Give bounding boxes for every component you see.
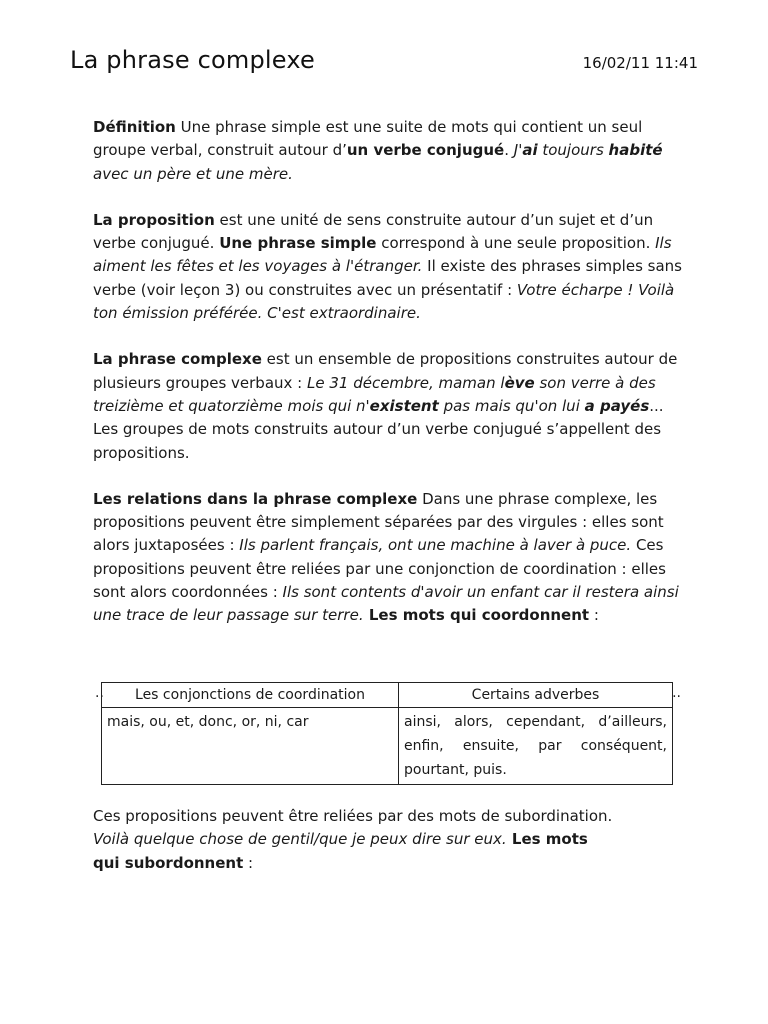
- table-cell: ainsi, alors, cependant, d’ailleurs, enfin, ensuite, par conséquent, pourtant, puis.: [399, 708, 673, 785]
- proposition-example-2: Votre écharpe ! Voilà ton émission préférée. C'est extraordinaire.: [93, 280, 675, 323]
- table-header-cell: Les conjonctions de coordination: [102, 683, 399, 708]
- relations-strong: Les mots qui coordonnent: [363, 606, 590, 625]
- coordination-table: [101, 682, 673, 785]
- table-row: [102, 708, 673, 785]
- table-header-row: [102, 683, 673, 708]
- subordination-text-2: :: [243, 853, 254, 872]
- example-part: J': [513, 141, 523, 160]
- table-cell: mais, ou, et, donc, or, ni, car: [102, 708, 399, 785]
- relations-example-2: Ils sont contents d'avoir un enfant car il restera ainsi une trace de leur passage sur terre.: [93, 583, 679, 625]
- relations-text-3: :: [589, 606, 599, 625]
- complexe-term: La phrase complexe: [93, 350, 262, 369]
- table-header-cell: Certains adverbes: [399, 683, 673, 708]
- relations-example: Ils parlent français, ont une machine à laver à puce.: [239, 536, 632, 555]
- proposition-text: est une unité de sens construite autour d’un sujet et d’un verbe conjugué.: [93, 210, 654, 253]
- example-part: toujours: [537, 141, 609, 160]
- example-part: son verre à des treizième et quatorzième mois qui n': [93, 373, 656, 415]
- table-dots-left: ..: [95, 685, 104, 701]
- definition-text-2: .: [504, 141, 514, 160]
- complexe-text-2: ... Les groupes de mots construits autour d’un verbe conjugué s’appellent des propositions.: [93, 396, 664, 462]
- definition-paragraph: [93, 116, 688, 186]
- relations-term: Les relations dans la phrase complexe: [93, 489, 418, 508]
- subordination-text: Ces propositions peuvent être reliées par des mots de subordination.: [93, 807, 613, 825]
- definition-strong: un verbe conjugué: [346, 141, 505, 160]
- complexe-text: est un ensemble de propositions construites autour de plusieurs groupes verbaux :: [93, 350, 678, 392]
- page-datetime: 16/02/11 11:41: [582, 54, 698, 72]
- table-dots-right: ..: [672, 685, 681, 701]
- coordination-table-wrapper: [95, 682, 681, 785]
- example-part: avec un père et une mère.: [93, 164, 293, 183]
- relations-paragraph: [93, 488, 688, 628]
- relations-text-2: Ces propositions peuvent être reliées par une conjonction de coordination : elles sont alors coordonnées :: [93, 536, 666, 602]
- example-part: pas mais qu'on lui: [438, 396, 585, 415]
- proposition-paragraph: [93, 209, 688, 325]
- proposition-term: La proposition: [93, 210, 215, 229]
- proposition-text-2: correspond à une seule proposition.: [376, 234, 656, 253]
- definition-text: Une phrase simple est une suite de mots qui contient un seul groupe verbal, construit autour d’: [93, 118, 643, 160]
- proposition-text-3: Il existe des phrases simples sans verbe (voir leçon 3) ou construites avec un présentatif :: [93, 257, 682, 299]
- example-verb: existent: [369, 396, 439, 415]
- relations-text: Dans une phrase complexe, les propositions peuvent être simplement séparées par des virgules : elles sont alors juxtaposées :: [93, 489, 664, 555]
- subordination-paragraph: [93, 805, 613, 875]
- definition-term: Définition: [93, 118, 176, 136]
- complexe-paragraph: [93, 348, 688, 464]
- subordination-example: Voilà quelque chose de gentil/que je peux dire sur eux.: [93, 830, 507, 849]
- proposition-example: Ils aiment les fêtes et les voyages à l'étranger.: [93, 234, 672, 276]
- subordination-strong: Les mots qui subordonnent: [93, 830, 588, 872]
- example-verb: ève: [504, 373, 535, 392]
- proposition-strong: Une phrase simple: [219, 234, 377, 253]
- example-verb: a payés: [584, 396, 650, 415]
- example-verb: habité: [608, 141, 663, 160]
- page-title: La phrase complexe: [70, 46, 315, 74]
- lesson-body: [93, 116, 688, 651]
- example-verb: ai: [522, 141, 538, 160]
- example-part: Le 31 décembre, maman l: [307, 373, 505, 392]
